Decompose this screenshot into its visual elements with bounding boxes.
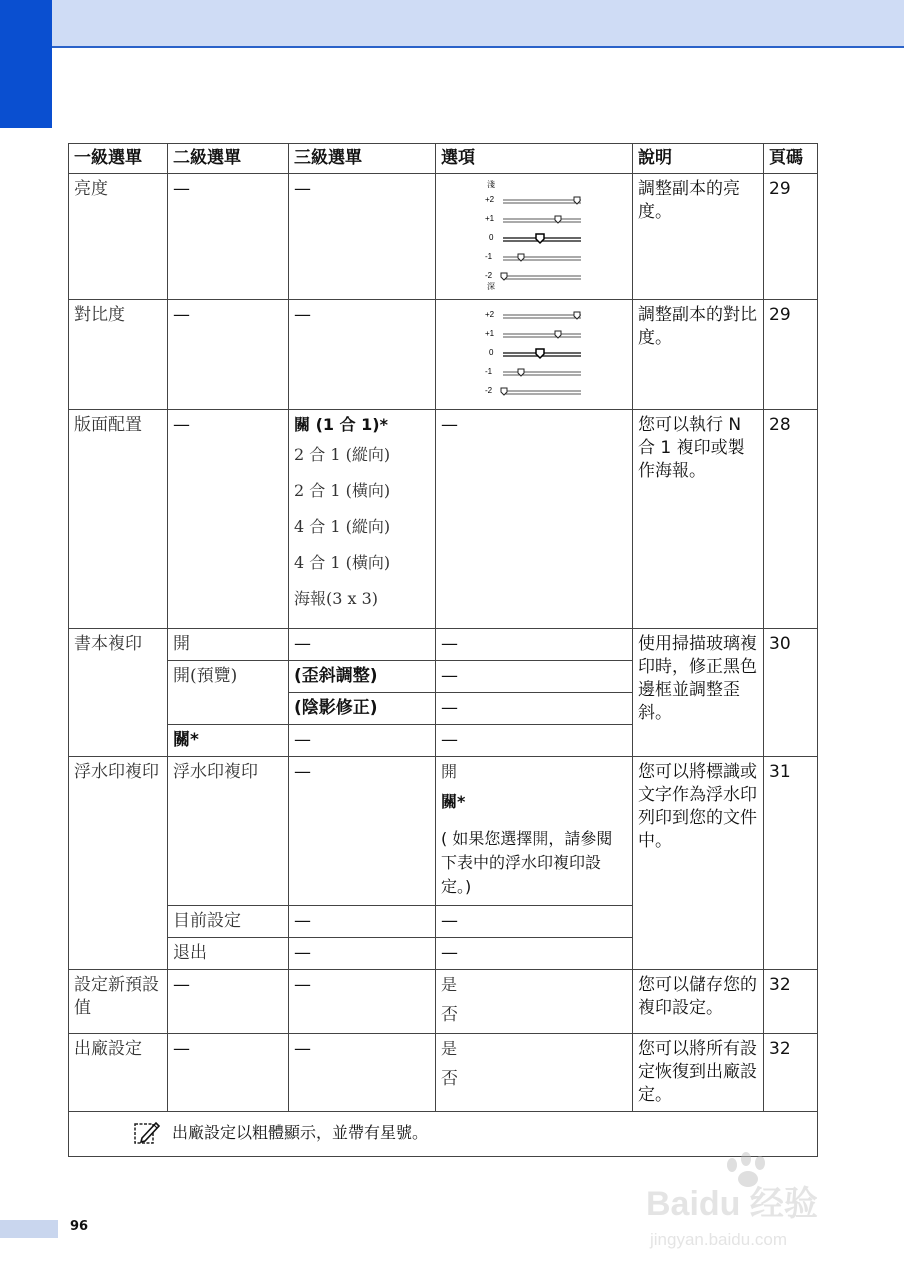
layout-option: 海報(3 x 3) <box>294 589 379 608</box>
contrast-description: 調整副本的對比度。 <box>633 300 764 410</box>
dash-cell: — <box>289 938 436 970</box>
svg-text:+2: +2 <box>485 310 495 319</box>
book-preview-label: 開(預覽) <box>168 661 289 725</box>
table-row <box>69 757 818 906</box>
header-band <box>0 0 904 46</box>
svg-text:-1: -1 <box>485 252 493 261</box>
factory-reset-label: 出廠設定 <box>69 1034 168 1112</box>
page-number-bar <box>0 1220 58 1238</box>
svg-text:+1: +1 <box>485 214 495 223</box>
baidu-watermark <box>640 1145 860 1255</box>
factory-reset-options <box>436 1034 633 1112</box>
new-default-options <box>436 970 633 1034</box>
dash-cell: — <box>168 300 289 410</box>
slider-level <box>485 310 581 319</box>
layout-page: 28 <box>764 410 818 629</box>
factory-reset-page: 32 <box>764 1034 818 1112</box>
watermark-options-cell <box>436 757 633 906</box>
book-off-label: 關* <box>168 725 289 757</box>
layout-option: 4 合 1 (橫向) <box>294 553 391 572</box>
slider-level <box>485 329 581 338</box>
skew-adjust-option: (歪斜調整) <box>289 661 436 693</box>
watermark-sub-label: 浮水印複印 <box>168 757 289 906</box>
layout-option: 2 合 1 (縱向) <box>294 445 391 464</box>
dash-cell: — <box>168 1034 289 1112</box>
book-on-label: 開 <box>168 629 289 661</box>
dash-cell: — <box>289 970 436 1034</box>
header-page: 頁碼 <box>764 144 818 174</box>
slider-level <box>485 271 581 280</box>
dash-cell: — <box>436 661 633 693</box>
svg-text:+1: +1 <box>485 329 495 338</box>
header-options: 選項 <box>436 144 633 174</box>
svg-text:0: 0 <box>489 348 494 357</box>
new-default-description: 您可以儲存您的複印設定。 <box>633 970 764 1034</box>
contrast-page: 29 <box>764 300 818 410</box>
dash-cell: — <box>289 629 436 661</box>
dash-cell: — <box>168 174 289 300</box>
dash-cell: — <box>289 174 436 300</box>
contrast-slider-cell <box>436 300 633 410</box>
slider-level <box>485 195 581 204</box>
book-copy-label: 書本複印 <box>69 629 168 757</box>
layout-options-cell <box>289 410 436 629</box>
note-text: 出廠設定以粗體顯示，並帶有星號。 <box>172 1122 429 1142</box>
dash-cell: — <box>436 906 633 938</box>
header-level3: 三級選單 <box>289 144 436 174</box>
header-level2: 二級選單 <box>168 144 289 174</box>
copy-menu-table <box>68 143 818 1157</box>
option-yes: 是 <box>441 975 458 994</box>
book-copy-page: 30 <box>764 629 818 757</box>
header-description: 說明 <box>633 144 764 174</box>
table-row <box>69 970 818 1034</box>
layout-option: 4 合 1 (縱向) <box>294 517 391 536</box>
watermark-on-option: 開 <box>441 762 458 781</box>
baidu-brand: Baidu 经验 <box>646 1185 818 1223</box>
dash-cell: — <box>436 725 633 757</box>
brightness-page: 29 <box>764 174 818 300</box>
layout-option: 2 合 1 (橫向) <box>294 481 391 500</box>
slider-level <box>485 367 581 376</box>
dash-cell: — <box>168 970 289 1034</box>
dark-label: 深 <box>487 282 495 290</box>
baidu-url: jingyan.baidu.com <box>650 1230 788 1249</box>
contrast-slider-graphic <box>481 304 601 400</box>
shadow-fix-option: (陰影修正) <box>289 693 436 725</box>
slider-level <box>485 386 581 395</box>
watermark-page: 31 <box>764 757 818 970</box>
page-number: 96 <box>70 1219 89 1234</box>
dash-cell: — <box>436 410 633 629</box>
slider-level <box>485 252 581 261</box>
contrast-label: 對比度 <box>69 300 168 410</box>
table-row <box>69 629 818 661</box>
header-level1: 一級選單 <box>69 144 168 174</box>
slider-level <box>489 233 581 243</box>
table-row <box>69 174 818 300</box>
dash-cell: — <box>436 693 633 725</box>
slider-level <box>485 214 581 223</box>
svg-text:0: 0 <box>489 233 494 242</box>
header-rule <box>52 46 904 48</box>
header-row <box>69 144 818 174</box>
svg-text:-1: -1 <box>485 367 493 376</box>
layout-label: 版面配置 <box>69 410 168 629</box>
dash-cell: — <box>436 629 633 661</box>
brightness-description: 調整副本的亮度。 <box>633 174 764 300</box>
table-row <box>69 410 818 629</box>
book-copy-description: 使用掃描玻璃複印時，修正黑色邊框並調整歪斜。 <box>633 629 764 757</box>
svg-text:-2: -2 <box>485 271 493 280</box>
layout-option: 關 (1 合 1)* <box>294 415 388 434</box>
current-setting-label: 目前設定 <box>168 906 289 938</box>
watermark-note: ( 如果您選擇開，請參閱下表中的浮水印複印設定。) <box>441 829 613 896</box>
chapter-tab <box>0 0 52 128</box>
new-default-page: 32 <box>764 970 818 1034</box>
slider-level <box>489 348 581 358</box>
brightness-label: 亮度 <box>69 174 168 300</box>
watermark-description: 您可以將標識或文字作為浮水印列印到您的文件中。 <box>633 757 764 970</box>
watermark-off-option: 關* <box>441 792 466 811</box>
brightness-slider-graphic <box>481 178 601 290</box>
exit-label: 退出 <box>168 938 289 970</box>
dash-cell: — <box>289 1034 436 1112</box>
dash-cell: — <box>289 300 436 410</box>
new-default-label: 設定新預設值 <box>69 970 168 1034</box>
watermark-label: 浮水印複印 <box>69 757 168 970</box>
factory-reset-description: 您可以將所有設定恢復到出廠設定。 <box>633 1034 764 1112</box>
dash-cell: — <box>289 906 436 938</box>
option-yes: 是 <box>441 1039 458 1058</box>
layout-description: 您可以執行 N 合 1 複印或製作海報。 <box>633 410 764 629</box>
option-no: 否 <box>441 1069 458 1089</box>
svg-text:+2: +2 <box>485 195 495 204</box>
svg-text:-2: -2 <box>485 386 493 395</box>
note-pencil-icon <box>132 1118 162 1146</box>
table-row <box>69 300 818 410</box>
dash-cell: — <box>168 410 289 629</box>
light-label: 淺 <box>487 180 495 189</box>
table-row <box>69 1034 818 1112</box>
dash-cell: — <box>289 725 436 757</box>
brightness-slider-cell <box>436 174 633 300</box>
dash-cell: — <box>436 938 633 970</box>
dash-cell: — <box>289 757 436 906</box>
option-no: 否 <box>441 1005 458 1025</box>
